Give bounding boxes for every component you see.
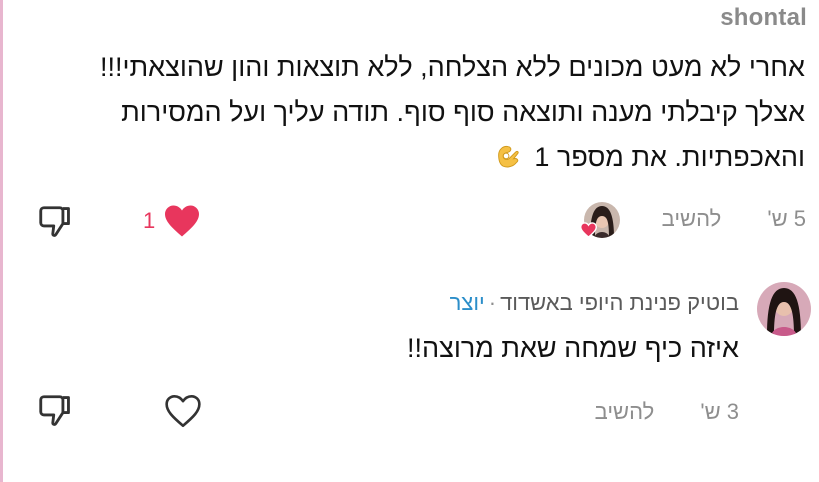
reply-dislike-icon[interactable] bbox=[36, 392, 74, 430]
left-edge-divider bbox=[0, 0, 3, 482]
reply-header bbox=[450, 290, 739, 316]
heart-outline-icon[interactable] bbox=[163, 393, 203, 429]
like-count: 1 bbox=[143, 208, 156, 233]
reply-reply-button[interactable]: להשיב bbox=[594, 399, 655, 424]
comment-body bbox=[45, 45, 805, 180]
reply-time: 3 ש' bbox=[700, 399, 739, 424]
dislike-icon[interactable] bbox=[36, 203, 74, 241]
reply-text: איזה כיף שמחה שאת מרוצה!! bbox=[406, 333, 739, 363]
heart-filled-icon[interactable] bbox=[162, 204, 202, 238]
reply-author-avatar[interactable] bbox=[757, 282, 811, 336]
comment-text: אחרי לא מעט מכונים ללא הצלחה, ללא תוצאות והון שהוצאתי!!! אצלך קיבלתי מענה ותוצאה סוף סוף. תודה עליך ועל המסירות והאכפתיות. את מספר 1 bbox=[100, 52, 805, 172]
comment-reply-button[interactable]: להשיב bbox=[661, 206, 722, 231]
reply-meta bbox=[595, 399, 739, 425]
avatar-image bbox=[757, 282, 811, 336]
comment-username[interactable]: shontal bbox=[720, 4, 807, 31]
comment-meta bbox=[662, 206, 806, 232]
creator-badge: יוצר bbox=[449, 290, 485, 315]
comment-time: 5 ש' bbox=[767, 206, 806, 231]
ok-hand-emoji-icon bbox=[493, 140, 523, 170]
reply-author-name[interactable]: בוטיק פנינת היופי באשדוד bbox=[500, 290, 739, 315]
creator-heart-badge-icon bbox=[580, 222, 597, 238]
separator-dot: · bbox=[488, 290, 497, 315]
